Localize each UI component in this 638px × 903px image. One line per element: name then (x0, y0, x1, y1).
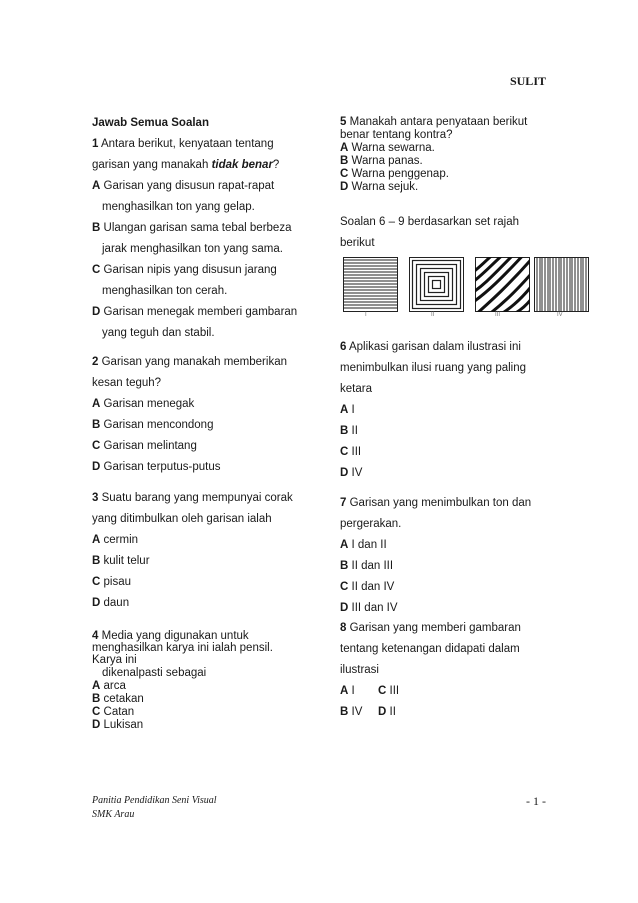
figure-label: I (365, 312, 367, 318)
figure-intro-line1: Soalan 6 – 9 berdasarkan set rajah (340, 216, 520, 228)
q8-option-c: C III (378, 685, 400, 697)
q1-option-a-cont: menghasilkan ton yang gelap. (102, 201, 255, 213)
page-number: - 1 - (526, 794, 546, 808)
q7-option-d: D III dan IV (340, 602, 398, 614)
q2-option-b: B Garisan mencondong (92, 419, 214, 431)
q6-option-d: D IV (340, 467, 363, 479)
q1-option-b: B Ulangan garisan sama tebal berbeza (92, 222, 292, 234)
q4-option-c: C Catan (92, 706, 135, 718)
q1-stem-line1: 1 Antara berikut, kenyataan tentang (92, 138, 274, 150)
q3-option-b: B kulit telur (92, 555, 150, 567)
q4-option-d: D Lukisan (92, 719, 144, 731)
q8-option-a: A I (340, 685, 355, 697)
q8-option-b: B IV (340, 706, 363, 718)
q8-stem-line2: tentang ketenangan didapati dalam (340, 643, 520, 655)
q4-stem-line2: menghasilkan karya ini ialah pensil. (92, 642, 273, 654)
figure-label: IV (557, 312, 563, 318)
q4-option-b: B cetakan (92, 693, 144, 705)
q1-option-c-cont: menghasilkan ton cerah. (102, 285, 228, 297)
q3-stem-line2: yang ditimbulkan oleh garisan ialah (92, 513, 272, 525)
q5-option-c: C Warna penggenap. (340, 168, 449, 180)
q2-stem-line2: kesan teguh? (92, 377, 162, 389)
q4-stem-line3: Karya ini (92, 654, 137, 666)
q4-stem-line4: dikenalpasti sebagai (102, 667, 207, 679)
q2-option-c: C Garisan melintang (92, 440, 197, 452)
figure-label: II (431, 312, 435, 318)
q8-stem-line3: ilustrasi (340, 664, 379, 676)
q1-option-d-cont: yang teguh dan stabil. (102, 327, 215, 339)
section-heading: Jawab Semua Soalan (92, 117, 209, 129)
q2-option-a: A Garisan menegak (92, 398, 195, 410)
figure-set (343, 257, 568, 317)
q1-option-c: C Garisan nipis yang disusun jarang (92, 264, 277, 276)
q5-stem-line1: 5 Manakah antara penyataan berikut (340, 116, 528, 128)
figure-iv-vertical-lines (534, 257, 589, 312)
q1-option-b-cont: jarak menghasilkan ton yang sama. (102, 243, 283, 255)
q7-option-b: B II dan III (340, 560, 394, 572)
q3-option-c: C pisau (92, 576, 132, 588)
q3-stem-line1: 3 Suatu barang yang mempunyai corak (92, 492, 293, 504)
footer-organization (92, 794, 217, 822)
q8-stem-line1: 8 Garisan yang memberi gambaran (340, 622, 521, 634)
q7-option-c: C II dan IV (340, 581, 395, 593)
q5-option-a: A Warna sewarna. (340, 142, 435, 154)
q3-option-a: A cermin (92, 534, 139, 546)
q6-option-c: C III (340, 446, 362, 458)
figure-label: III (495, 312, 501, 318)
q7-stem-line2: pergerakan. (340, 518, 402, 530)
q2-stem-line1: 2 Garisan yang manakah memberikan (92, 356, 287, 368)
q4-stem-line1: 4 Media yang digunakan untuk (92, 630, 249, 642)
q7-stem-line1: 7 Garisan yang menimbulkan ton dan (340, 497, 532, 509)
q6-stem-line3: ketara (340, 383, 372, 395)
figure-intro-line2: berikut (340, 237, 375, 249)
q1-stem-line2: garisan yang manakah tidak benar? (92, 159, 280, 171)
q6-stem-line2: menimbulkan ilusi ruang yang paling (340, 362, 527, 374)
figure-i-horizontal-lines (343, 257, 398, 312)
classification-label: SULIT (509, 74, 546, 88)
q4-option-a: A arca (92, 680, 126, 692)
q5-stem-line2: benar tentang kontra? (340, 129, 453, 141)
q7-option-a: A I dan II (340, 539, 387, 551)
q8-option-d: D II (378, 706, 396, 718)
q6-option-b: B II (340, 425, 358, 437)
q5-option-b: B Warna panas. (340, 155, 423, 167)
q6-option-a: A I (340, 404, 355, 416)
q6-stem-line1: 6 Aplikasi garisan dalam ilustrasi ini (340, 341, 521, 353)
q2-option-d: D Garisan terputus-putus (92, 461, 221, 473)
footer-line1: Panitia Pendidikan Seni Visual (92, 795, 217, 806)
q3-option-d: D daun (92, 597, 130, 609)
q5-option-d: D Warna sejuk. (340, 181, 419, 193)
q1-option-d: D Garisan menegak memberi gambaran (92, 306, 298, 318)
figure-ii-concentric-squares (409, 257, 464, 312)
footer-line2: SMK Arau (92, 809, 135, 820)
figure-iii-wavy-lines (475, 257, 530, 312)
q1-option-a: A Garisan yang disusun rapat-rapat (92, 180, 275, 192)
